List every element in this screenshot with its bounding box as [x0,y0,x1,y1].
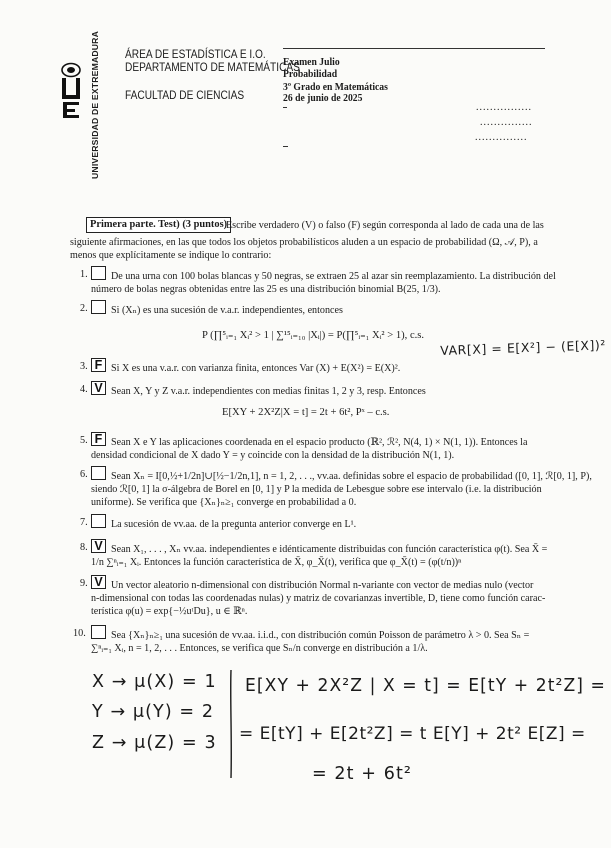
answer-box-6[interactable] [91,466,106,480]
question-number: 9. [80,578,88,589]
handwritten-derivation-line-1: E[XY + 2X²Z | X = t] = E[tY + 2t²Z] = [245,676,606,696]
question-6-line-2: siendo ℛ[0, 1] la σ-álgebra de Borel en [0, 1] y P la medida de Lebesgue sobre ese intervalo (i.e. la distribución [91,484,542,495]
question-number: 6. [80,469,88,480]
intro-line-3: menos que explícitamente se indique lo contrario: [70,250,272,261]
header-tick-1 [283,107,287,108]
blank-field-1: ................ [476,102,532,113]
question-6-line-3: uniforme). Se verifica que {Xₙ}ₙ≥₁ converge en probabilidad a 0. [91,497,357,508]
area-title: ÁREA DE ESTADÍSTICA E I.O. [125,47,266,61]
question-number: 10. [73,628,86,639]
answer-box-4[interactable]: V [91,381,106,395]
handwritten-derivation-line-2: = E[tY] + E[2t²Z] = t E[Y] + 2t² E[Z] = [239,724,586,744]
answer-box-10[interactable] [91,625,106,639]
question-9-line-1: Un vector aleatorio n-dimensional con distribución Normal n-variante con vector de medias nulo (vector [111,580,534,591]
header-tick-2 [283,146,288,147]
answer-box-1[interactable] [91,266,106,280]
question-number: 5. [80,435,88,446]
question-6-line-1: Sean Xₙ = I[0,½+1/2n]∪[½−1/2n,1], n = 1, 2, . . ., vv.aa. definidas sobre el espacio de probabilidad ([0, 1], ℛ[0, 1], P), [111,471,592,482]
handwritten-mean-y: Y → μ(Y) = 2 [92,702,215,722]
handwritten-divider [228,668,234,780]
answer-box-2[interactable] [91,300,106,314]
exam-line-3: 3º Grado en Matemáticas [283,82,388,93]
exam-line-2: Probabilidad [283,69,338,80]
question-number: 4. [80,384,88,395]
question-9-line-3: terística φ(u) = exp{−½uᵗDu}, u ∈ ℝⁿ. [91,606,248,617]
intro-line-2: siguiente afirmaciones, en las que todos los objetos probabilísticos aluden a un espacio de probabilidad (Ω, 𝒜, P), a [70,237,538,248]
blank-field-2: ............... [480,117,533,128]
intro-line-1: Escribe verdadero (V) o falso (F) según corresponda al lado de cada una de las [226,220,544,231]
question-4-line-1: Sean X, Y y Z v.a.r. independientes con medias finitas 1, 2 y 3, resp. Entonces [111,386,426,397]
exam-line-1: Examen Julio [283,57,340,68]
question-9-line-2: n-dimensional con todas las coordenadas nulas) y matriz de covarianzas invertible, D, tiene como función carac- [91,593,546,604]
university-logo [60,62,82,122]
answer-box-7[interactable] [91,514,106,528]
department-title: DEPARTAMENTO DE MATEMÁTICAS [125,60,300,74]
question-10-line-2: ∑ⁿᵢ₌₁ Xᵢ, n = 1, 2, . . . Entonces, se verifica que Sₙ/n converge en distribución a 1/λ. [91,643,428,654]
answer-box-9[interactable]: V [91,575,106,589]
handwritten-variance-note: VAR[X] = E[X²] − (E[X])² [440,337,607,358]
question-8-line-1: Sean X₁, . . . , Xₙ vv.aa. independientes e idénticamente distribuidas con función característica φ(t). Sea X̄ = [111,544,548,555]
question-2-line-1: Si (Xₙ) es una sucesión de v.a.r. independientes, entonces [111,305,343,316]
question-7-line-1: La sucesión de vv.aa. de la pregunta anterior converge en L¹. [111,519,357,530]
university-vertical-text: UNIVERSIDAD DE EXTREMADURA [90,31,100,179]
answer-box-5[interactable]: F [91,432,106,446]
handwritten-derivation-result: = 2t + 6t² [312,764,413,784]
question-number: 1. [80,269,88,280]
question-8-line-2: 1/n ∑ⁿᵢ₌₁ Xᵢ. Entonces la función característica de X̄, φ_X̄(t), verifica que φ_X̄(t) = (φ(t/n))ⁿ [91,557,462,568]
question-5-line-2: densidad condicional de X dado Y = y coincide con la densidad de la distribución N(1, 1). [91,450,455,461]
question-number: 8. [80,542,88,553]
header-rule-top [283,48,545,49]
answer-box-8[interactable]: V [91,539,106,553]
part-label: Primera parte. Test) (3 puntos) [86,217,231,233]
question-number: 7. [80,517,88,528]
handwritten-mean-x: X → μ(X) = 1 [92,672,217,692]
answer-box-3[interactable]: F [91,358,106,372]
handwritten-mean-z: Z → μ(Z) = 3 [92,733,217,753]
question-4-formula: E[XY + 2X²Z|X = t] = 2t + 6t², Pˣ – c.s. [222,407,390,418]
question-3-line-1: Si X es una v.a.r. con varianza finita, entonces Var (X) + E(X²) = E(X)². [111,363,401,374]
question-5-line-1: Sean X e Y las aplicaciones coordenada en el espacio producto (ℝ², ℛ², N(4, 1) × N(1, 1)). Entonces la [111,437,528,448]
faculty-title: FACULTAD DE CIENCIAS [125,88,245,102]
university-logo-icon [60,62,82,122]
question-2-formula: P (∏⁵ᵢ₌₁ Xᵢ² > 1 | ∑¹⁵ᵢ₌₁₀ |Xᵢ|) = P(∏⁵ᵢ₌₁ Xᵢ² > 1), c.s. [202,330,425,341]
question-1-line-1: De una urna con 100 bolas blancas y 50 negras, se extraen 25 al azar sin reemplazamiento. La distribución del [111,271,556,282]
question-1-line-2: número de bolas negras obtenidas entre las 25 es una distribución binomial B(25, 1/3). [91,284,441,295]
question-10-line-1: Sea {Xₙ}ₙ≥₁ una sucesión de vv.aa. i.i.d., con distribución común Poisson de parámetro λ > 0. Sea Sₙ = [111,630,530,641]
exam-line-4: 26 de junio de 2025 [283,93,363,104]
question-number: 2. [80,303,88,314]
blank-field-3: ............... [475,132,528,143]
question-number: 3. [80,361,88,372]
